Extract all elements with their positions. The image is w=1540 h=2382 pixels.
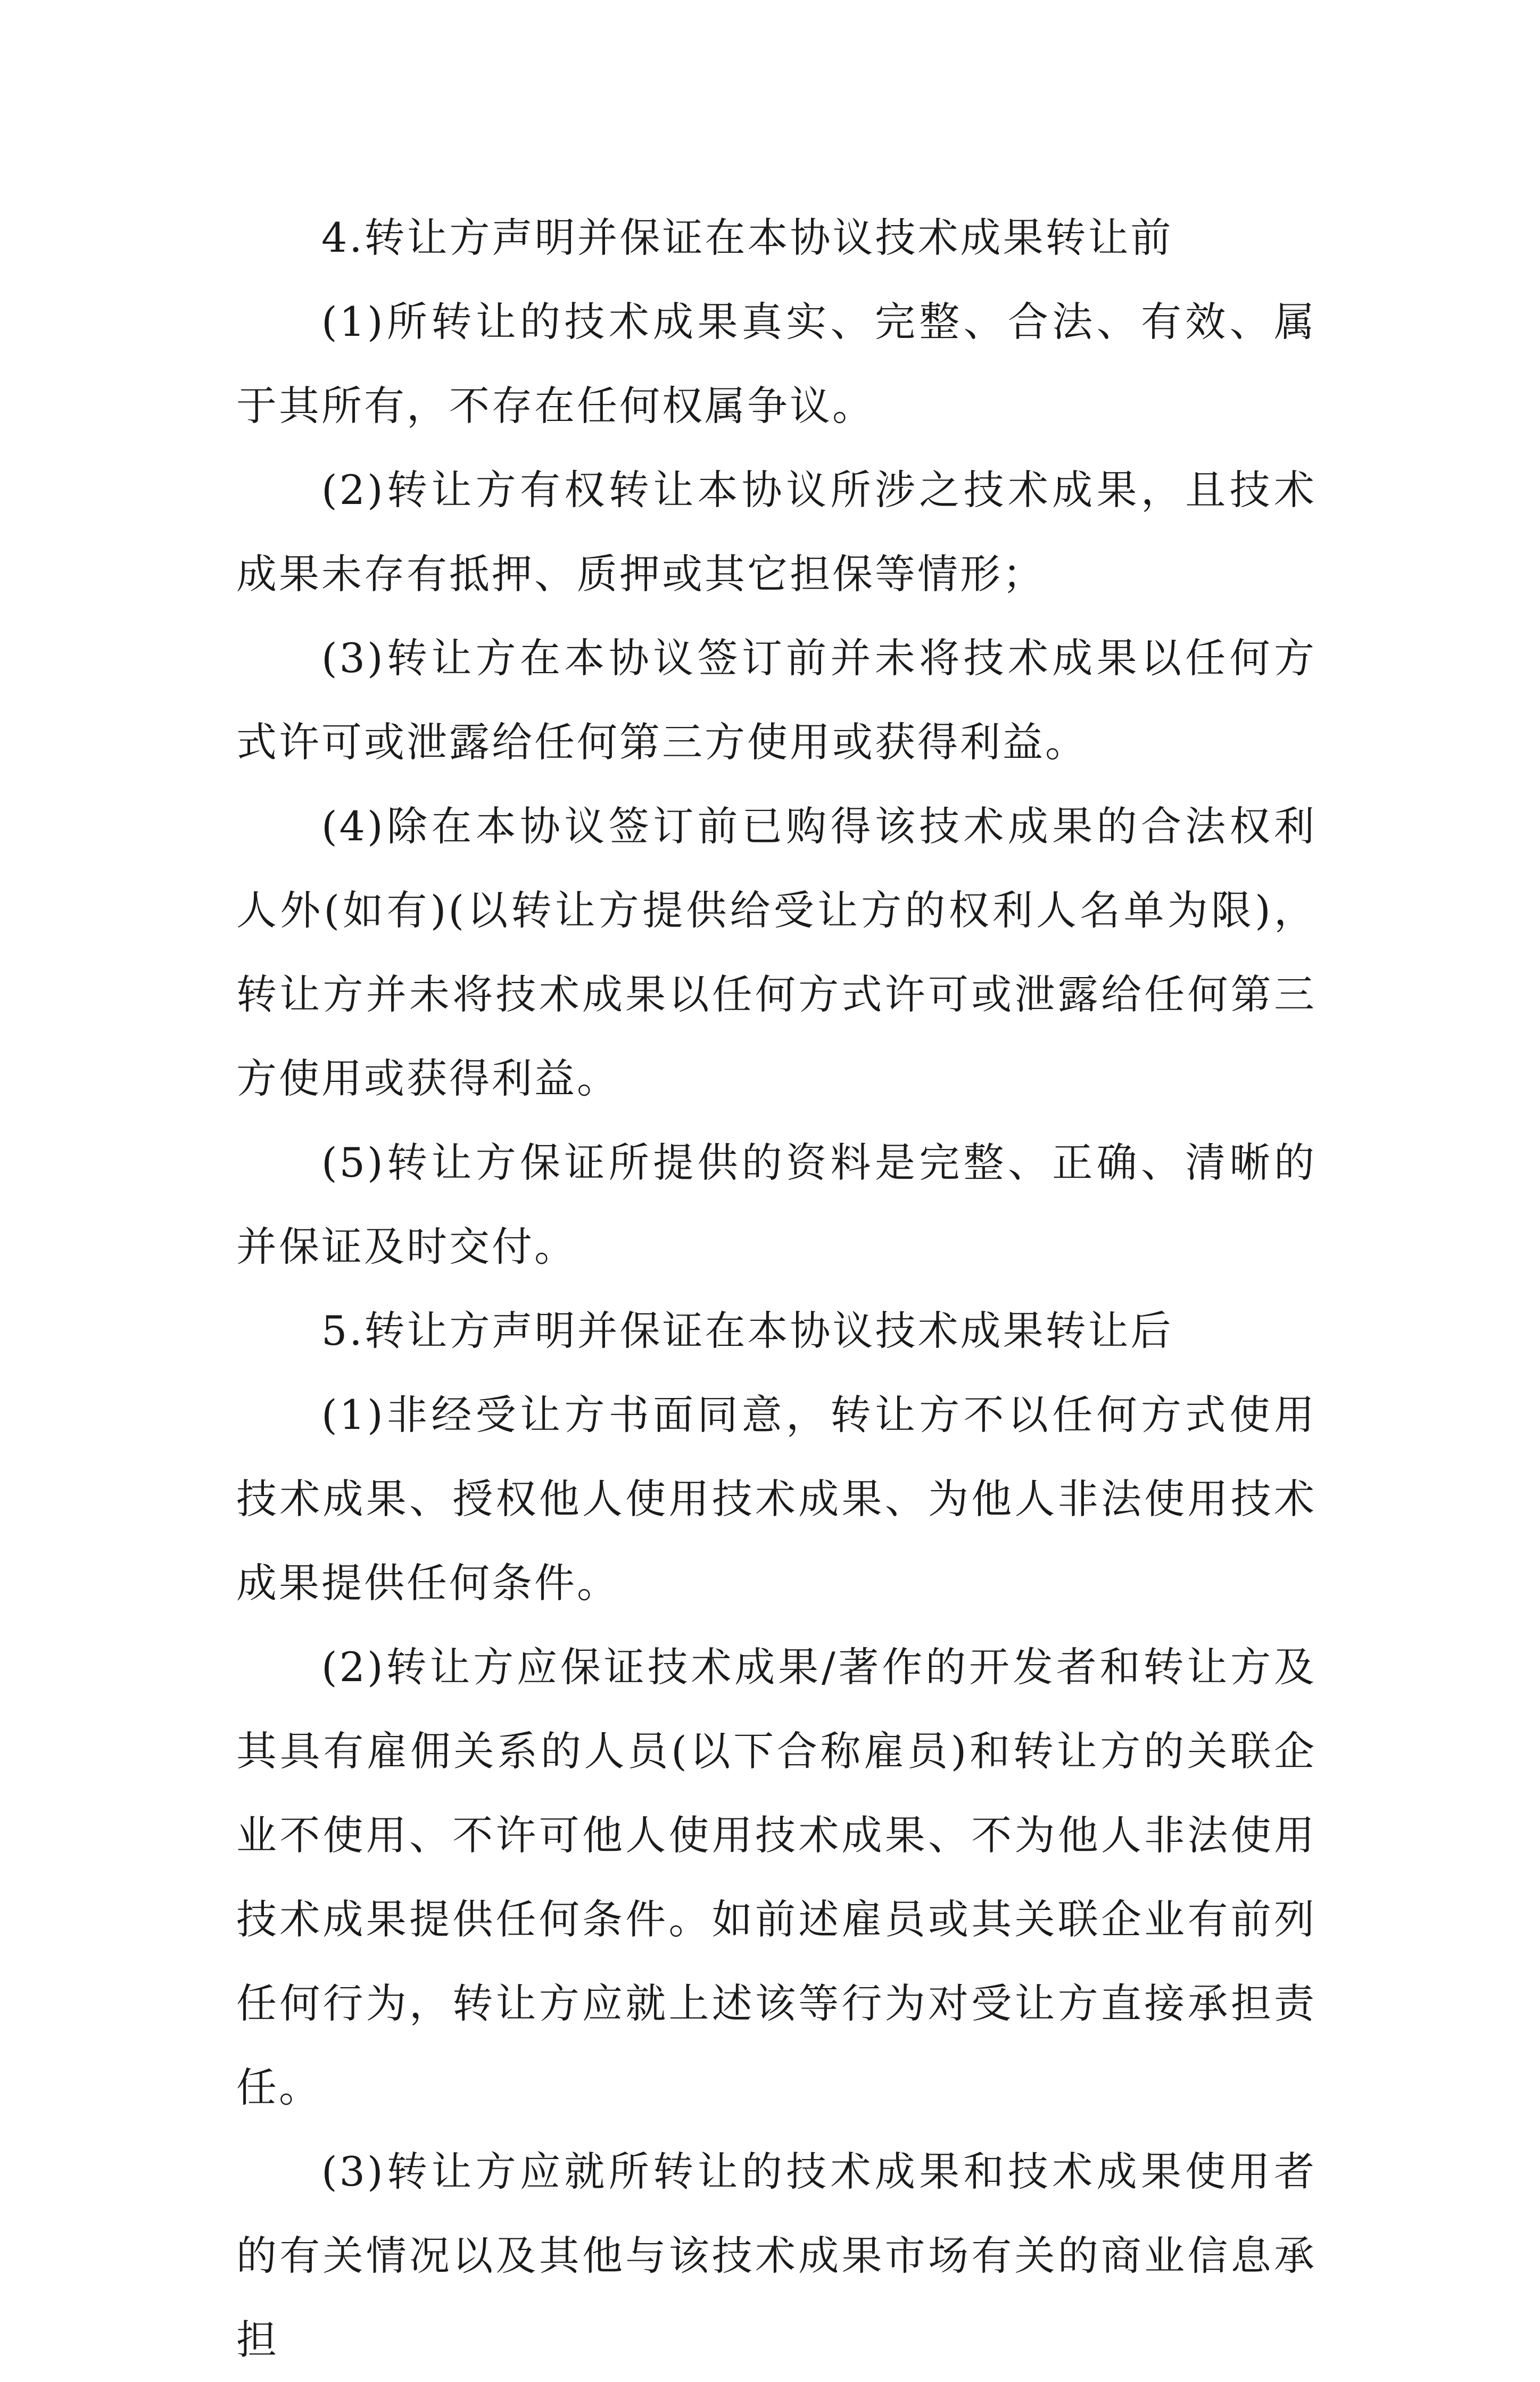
clause-4-item-2: (2)转让方有权转让本协议所涉之技术成果，且技术成果未存有抵押、质押或其它担保等情形； xyxy=(236,466,1317,598)
clause-5-item-3: (3)转让方应就所转让的技术成果和技术成果使用者的有关情况以及其他与该技术成果市场有关的商业信息承担 xyxy=(236,2148,1317,2363)
clause-4-item-1: (1)所转让的技术成果真实、完整、合法、有效、属于其所有，不存在任何权属争议。 xyxy=(236,298,1317,429)
clause-4-item-5: (5)转让方保证所提供的资料是完整、正确、清晰的并保证及时交付。 xyxy=(236,1139,1317,1270)
clause-4-item-4: (4)除在本协议签订前已购得该技术成果的合法权利人外(如有)(以转让方提供给受让方的权利人名单为限)，转让方并未将技术成果以任何方式许可或泄露给任何第三方使用或获得利益。 xyxy=(236,803,1317,1102)
clause-5-item-2: (2)转让方应保证技术成果/著作的开发者和转让方及其具有雇佣关系的人员(以下合称雇员)和转让方的关联企业不使用、不许可他人使用技术成果、不为他人非法使用技术成果提供任何条件。如前述雇员或其关联企业有前列任何行为，转让方应就上述该等行为对受让方直接承担责任。 xyxy=(236,1643,1317,2111)
clause-4-item-3: (3)转让方在本协议签订前并未将技术成果以任何方式许可或泄露给任何第三方使用或获得利益。 xyxy=(236,634,1317,766)
clause-5-item-1: (1)非经受让方书面同意，转让方不以任何方式使用技术成果、授权他人使用技术成果、为他人非法使用技术成果提供任何条件。 xyxy=(236,1391,1317,1607)
clause-4-heading: 4.转让方声明并保证在本协议技术成果转让前 xyxy=(321,214,1173,261)
clause-5-heading: 5.转让方声明并保证在本协议技术成果转让后 xyxy=(321,1307,1173,1354)
document-body xyxy=(236,196,1317,2382)
